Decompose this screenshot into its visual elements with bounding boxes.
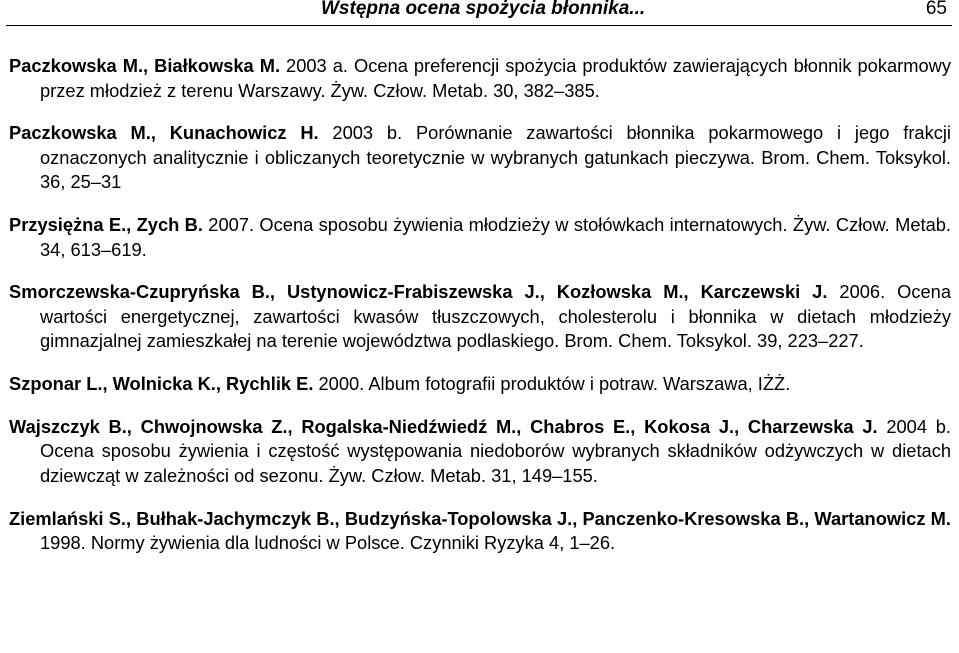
- reference-item: [9, 507, 951, 556]
- reference-item: [9, 213, 951, 262]
- page-number: 65: [925, 0, 947, 19]
- reference-authors: Smorczewska-Czupryńska B., Ustynowicz-Frabiszewska J., Kozłowska M., Karczewski J.: [9, 281, 828, 303]
- reference-details: 2006. Ocena wartości energetycznej, zawartości kwasów tłuszczowych, cholesterolu i błonnika w dietach młodzieży gimnazjalnej zamieszkałej na terenie województwa podlaskiego. Brom. Chem. Toksykol. 39, 223–227.: [40, 281, 951, 352]
- reference-authors: Ziemlański S., Bułhak-Jachymczyk B., Budzyńska-Topolowska J., Panczenko-Kresowska B., Wartanowicz M.: [9, 507, 951, 529]
- reference-details: 1998. Normy żywienia dla ludności w Polsce. Czynniki Ryzyka 4, 1–26.: [40, 532, 616, 554]
- reference-item: [9, 372, 951, 397]
- reference-list: [9, 54, 951, 563]
- running-header: [6, 0, 952, 26]
- reference-details: 2007. Ocena sposobu żywienia młodzieży w stołówkach internatowych. Żyw. Człow. Metab. 34, 613–619.: [40, 214, 951, 260]
- reference-item: [9, 121, 951, 195]
- reference-item: [9, 415, 951, 489]
- reference-authors: Paczkowska M., Białkowska M.: [9, 55, 281, 76]
- reference-details: 2004 b. Ocena sposobu żywienia i częstość występowania niedoborów wybranych składników odżywczych w dietach dziewcząt w zależności od sezonu. Żyw. Człow. Metab. 31, 149–155.: [40, 415, 951, 486]
- reference-details: 2000. Album fotografii produktów i potraw. Warszawa, IŻŻ.: [313, 373, 791, 395]
- reference-authors: Wajszczyk B., Chwojnowska Z., Rogalska-Niedźwiedź M., Chabros E., Kokosa J., Charzewska J.: [9, 415, 878, 437]
- reference-authors: Przysiężna E., Zych B.: [9, 214, 203, 236]
- running-title: Wstępna ocena spożycia błonnika...: [321, 0, 646, 19]
- reference-item: [9, 54, 951, 103]
- reference-authors: Szponar L., Wolnicka K., Rychlik E.: [9, 373, 314, 395]
- reference-details: 2003 a. Ocena preferencji spożycia produktów zawierających błonnik pokarmowy przez młodzież z terenu Warszawy. Żyw. Człow. Metab. 30, 382–385.: [40, 55, 951, 101]
- reference-details: 2003 b. Porównanie zawartości błonnika pokarmowego i jego frakcji oznaczonych analitycznie i obliczanych teoretycznie w wybranych gatunkach pieczywa. Brom. Chem. Toksykol. 36, 25–31: [40, 122, 951, 193]
- reference-authors: Paczkowska M., Kunachowicz H.: [9, 122, 319, 144]
- reference-item: [9, 280, 951, 354]
